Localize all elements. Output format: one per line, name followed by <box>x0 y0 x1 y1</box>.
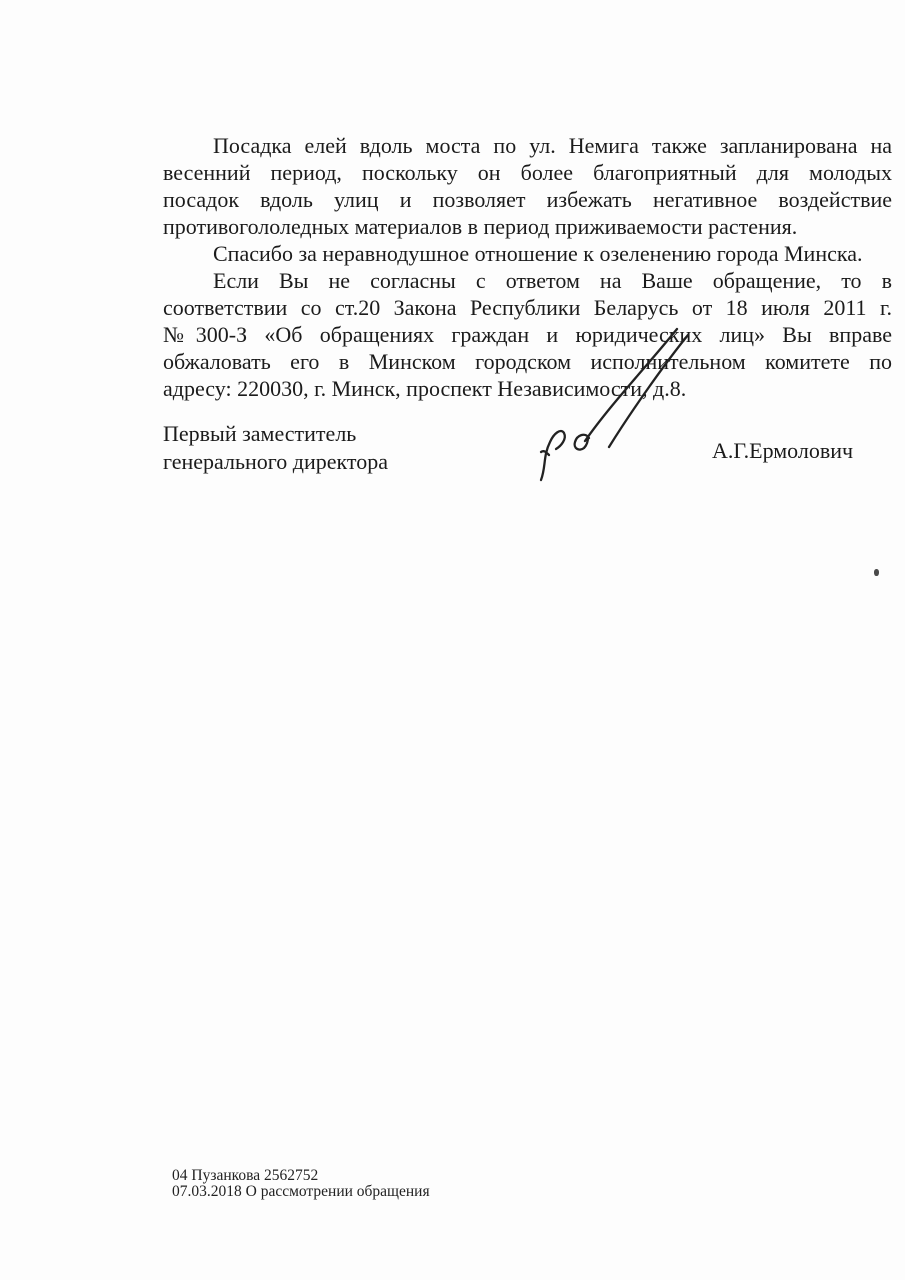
paragraph1-line2: весенний период, поскольку он более благоприятный для молодых <box>163 160 892 185</box>
scan-artifact-speck <box>874 569 879 576</box>
paragraph3-line3: №300-З «Об обращениях граждан и юридических лиц» Вы вправе <box>163 322 892 347</box>
letter-body <box>163 132 892 402</box>
signer-title-line1: Первый заместитель <box>163 421 357 446</box>
paragraph3-line1: Если Вы не согласны с ответом на Ваше обращение, то в <box>213 268 892 293</box>
signer-name: А.Г.Ермолович <box>712 438 854 463</box>
paragraph3-line4: обжаловать его в Минском городском исполнительном комитете по <box>163 349 892 374</box>
paragraph3-line5: адресу: 220030, г. Минск, проспект Независимости, д.8. <box>163 376 687 401</box>
footer-subject-line: 07.03.2018 О рассмотрении обращения <box>172 1183 430 1200</box>
signature-curl <box>541 431 565 480</box>
paragraph3-line2: соответствии со ст.20 Закона Республики Беларусь от 18 июля 2011 г. <box>163 295 892 320</box>
signer-title-block <box>163 420 388 475</box>
paragraph1-line3: посадок вдоль улиц и позволяет избежать негативное воздействие <box>163 187 892 212</box>
paragraph2-line1: Спасибо за неравнодушное отношение к озеленению города Минска. <box>213 241 863 266</box>
footer-executor-line: 04 Пузанкова 2562752 <box>172 1167 319 1184</box>
document-footer <box>172 1168 430 1200</box>
signer-title-line2: генерального директора <box>163 448 388 474</box>
paragraph1-line1: Посадка елей вдоль моста по ул. Немига также запланирована на <box>213 133 892 158</box>
signature-tick <box>541 451 549 455</box>
paragraph1-line4: противогололедных материалов в период приживаемости растения. <box>163 214 798 239</box>
signature-loop <box>575 435 589 450</box>
